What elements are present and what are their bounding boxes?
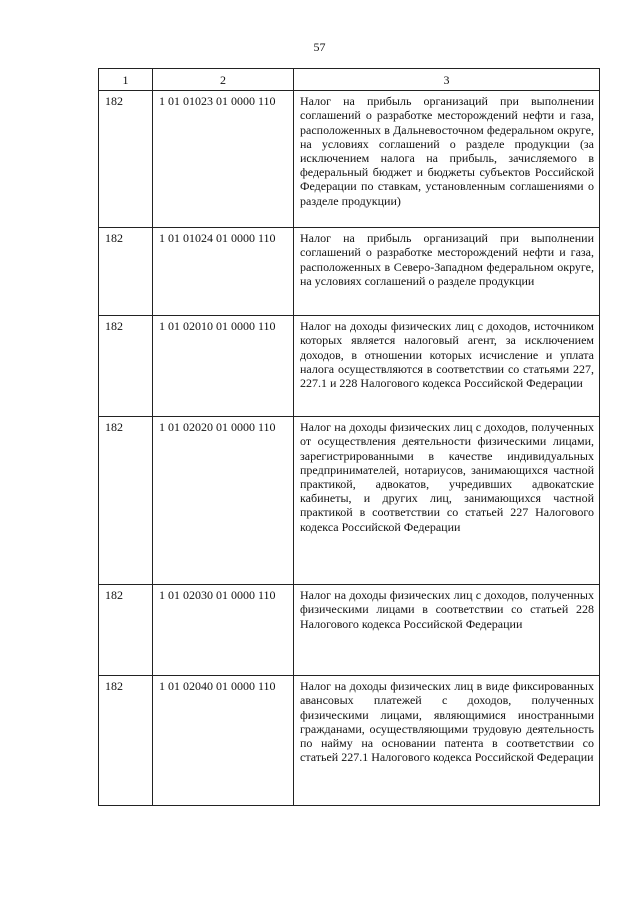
description-cell: Налог на прибыль организаций при выполнении соглашений о разработке месторождений нефти и газа, расположенных в Северо-Западном федеральном округе, на условиях соглашений о разделе продукции [294, 228, 600, 316]
budget-code-cell: 1 01 01024 01 0000 110 [153, 228, 294, 316]
table-row [99, 585, 600, 676]
administrator-code-cell: 182 [99, 585, 153, 676]
administrator-code-cell: 182 [99, 316, 153, 417]
administrator-code-cell: 182 [99, 91, 153, 228]
table-header-row [99, 69, 600, 91]
description-cell: Налог на доходы физических лиц в виде фиксированных авансовых платежей с доходов, полученных физическими лицами, являющимися иностранными гражданами, осуществляющими трудовую деятельность по найму на основании патента в соответствии со статьей 227.1 Налогового кодекса Российской Федерации [294, 676, 600, 806]
page-number: 57 [313, 40, 326, 54]
table-row [99, 228, 600, 316]
description-cell: Налог на доходы физических лиц с доходов, источником которых является налоговый агент, за исключением доходов, в отношении которых исчисление и уплата налога осуществляются в соответствии со статьями 227, 227.1 и 228 Налогового кодекса Российской Федерации [294, 316, 600, 417]
budget-code-cell: 1 01 02030 01 0000 110 [153, 585, 294, 676]
description-cell: Налог на доходы физических лиц с доходов, полученных от осуществления деятельности физическими лицами, зарегистрированными в качестве индивидуальных предпринимателей, нотариусов, занимающихся частной практикой, адвокатов, учредивших адвокатские кабинеты, и других лиц, занимающихся частной практикой в соответствии со статьей 227 Налогового кодекса Российской Федерации [294, 417, 600, 585]
budget-code-cell: 1 01 01023 01 0000 110 [153, 91, 294, 228]
table-row [99, 91, 600, 228]
description-cell: Налог на прибыль организаций при выполнении соглашений о разработке месторождений нефти и газа, расположенных в Дальневосточном федеральном округе, на условиях соглашений о разделе продукции (за исключением налога на прибыль, зачисляемого в федеральный бюджет и бюджеты субъектов Российской Федерации по ставкам, установленным соглашениями о разделе продукции) [294, 91, 600, 228]
budget-code-cell: 1 01 02020 01 0000 110 [153, 417, 294, 585]
budget-classification-table [98, 68, 600, 806]
column-header-1: 1 [99, 69, 153, 91]
description-cell: Налог на доходы физических лиц с доходов, полученных физическими лицами в соответствии со статьей 228 Налогового кодекса Российской Федерации [294, 585, 600, 676]
administrator-code-cell: 182 [99, 228, 153, 316]
administrator-code-cell: 182 [99, 417, 153, 585]
budget-code-cell: 1 01 02040 01 0000 110 [153, 676, 294, 806]
administrator-code-cell: 182 [99, 676, 153, 806]
budget-code-cell: 1 01 02010 01 0000 110 [153, 316, 294, 417]
column-header-2: 2 [153, 69, 294, 91]
table-row [99, 417, 600, 585]
column-header-3: 3 [294, 69, 600, 91]
table-row [99, 316, 600, 417]
table-row [99, 676, 600, 806]
